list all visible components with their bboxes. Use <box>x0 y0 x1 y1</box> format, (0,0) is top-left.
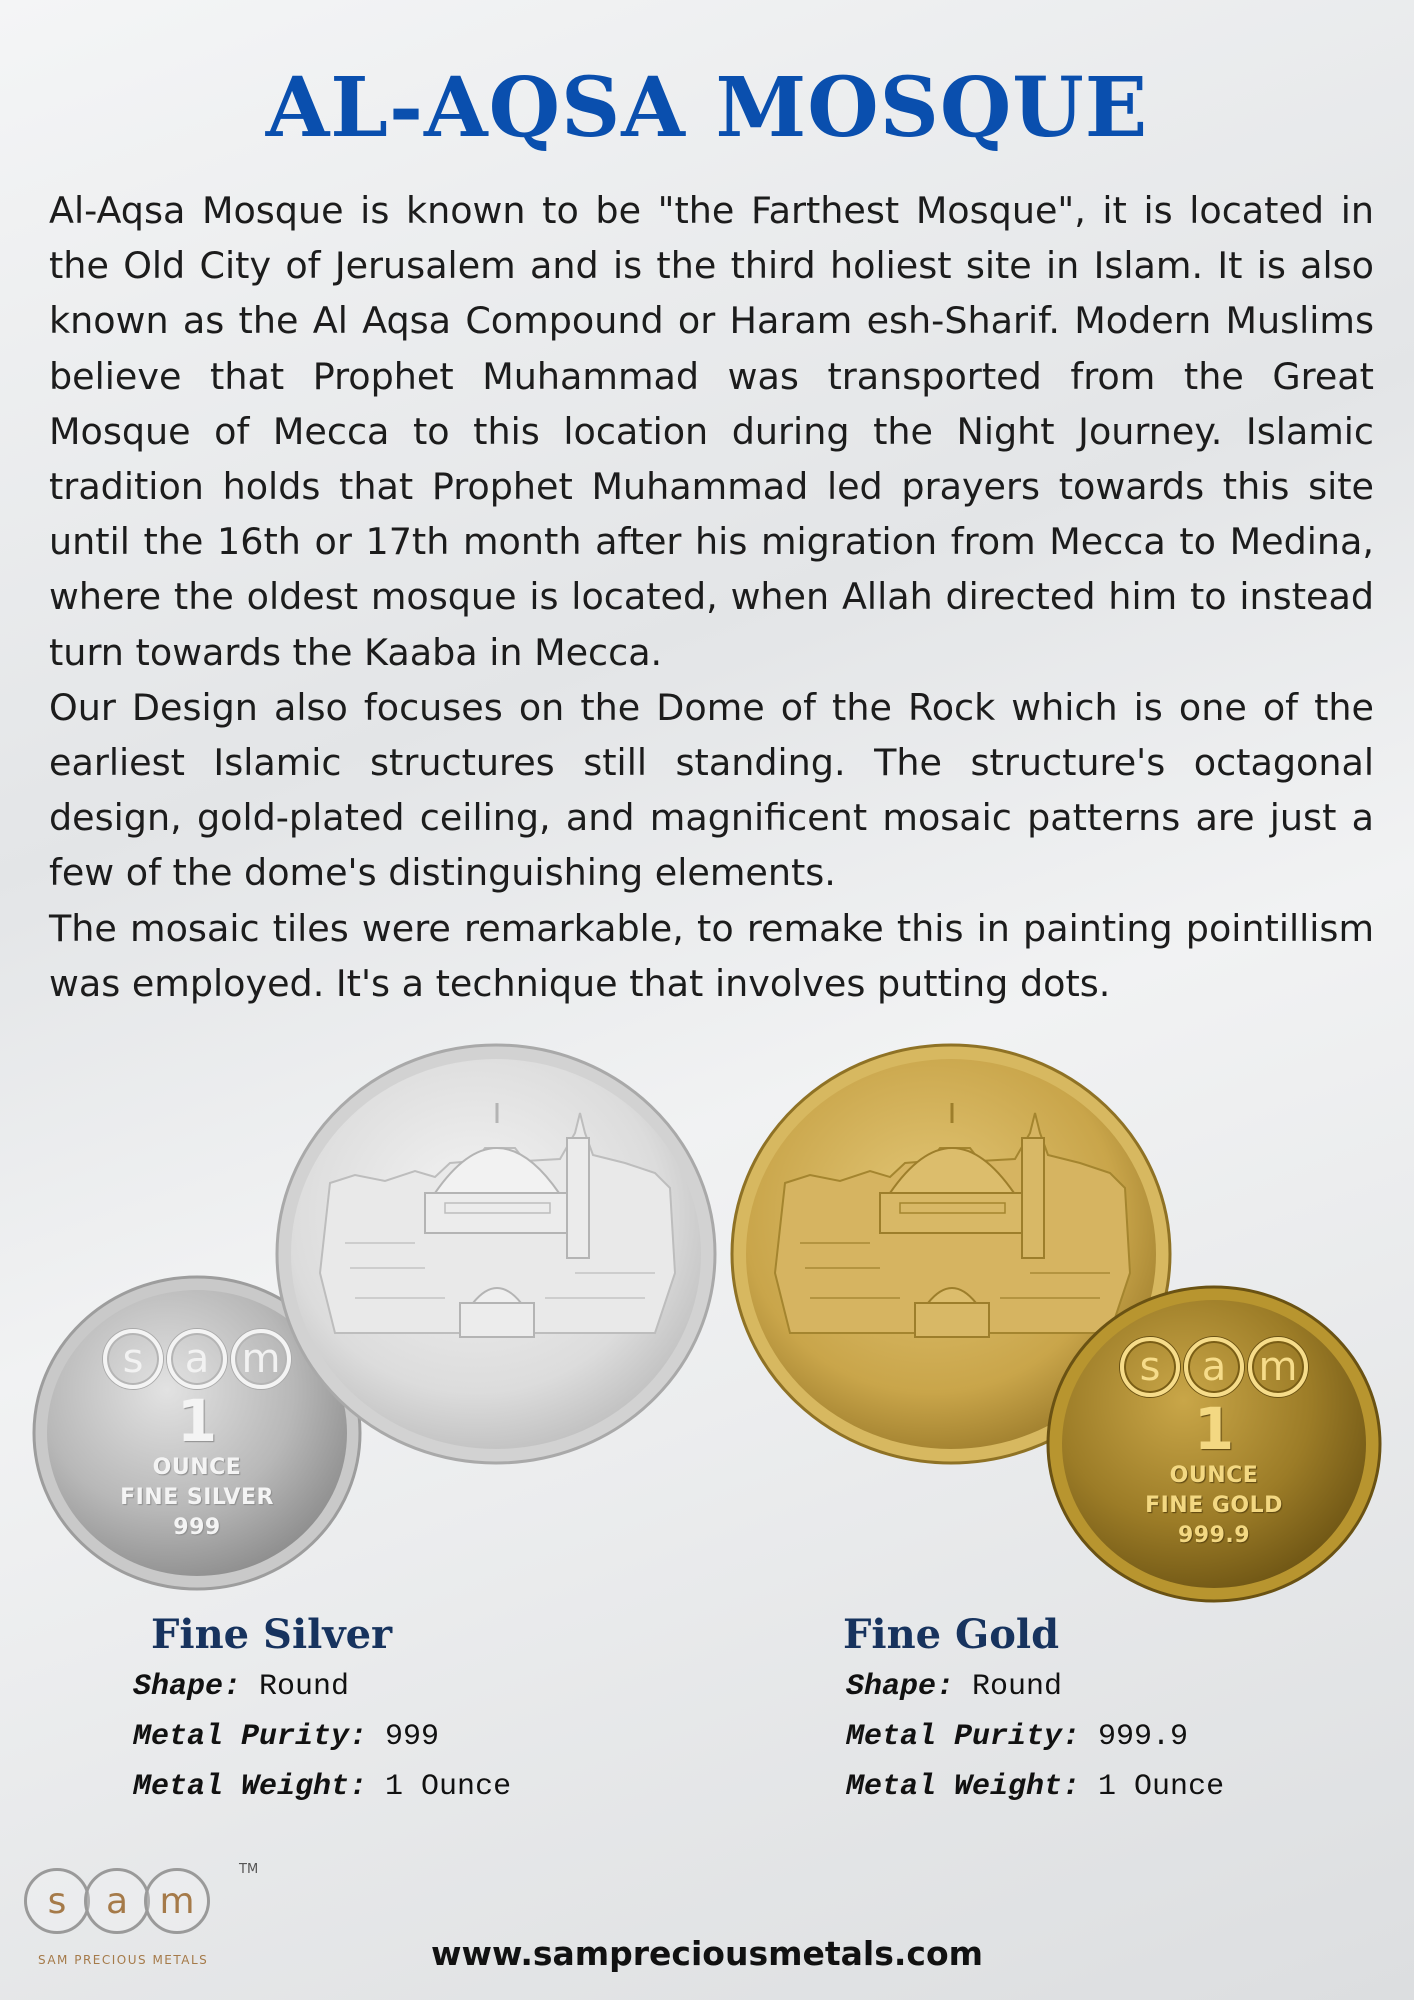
trademark-symbol: TM <box>239 1862 259 1877</box>
weight-label: Metal Weight: <box>133 1770 368 1804</box>
silver-specs <box>133 1610 511 1812</box>
page-title: AL-AQSA MOSQUE <box>265 60 1149 156</box>
logo-letter: s <box>103 1329 163 1389</box>
gold-purity-row <box>846 1712 1224 1762</box>
weight-value: 1 Ounce <box>1080 1770 1225 1804</box>
logo-letter: m <box>231 1329 291 1389</box>
logo-letter: m <box>1248 1337 1308 1397</box>
silver-coin-unit: OUNCE <box>152 1455 242 1480</box>
silver-shape-row <box>133 1662 511 1712</box>
silver-coin-metal: FINE SILVER <box>120 1485 274 1510</box>
shape-label: Shape: <box>846 1670 955 1704</box>
brand-letter: m <box>144 1868 210 1934</box>
gold-coin-weight-number: 1 <box>1193 1395 1235 1463</box>
gold-weight-row <box>846 1762 1224 1812</box>
weight-label: Metal Weight: <box>846 1770 1081 1804</box>
brand-letter: s <box>24 1868 90 1934</box>
shape-value: Round <box>241 1670 350 1704</box>
silver-coin-logo <box>103 1329 291 1389</box>
silver-purity-row <box>133 1712 511 1762</box>
gold-shape-row <box>846 1662 1224 1712</box>
shape-value: Round <box>954 1670 1063 1704</box>
silver-spec-title: Fine Silver <box>151 1611 393 1658</box>
logo-letter: a <box>1184 1337 1244 1397</box>
silver-coin-obverse <box>275 1043 717 1465</box>
purity-label: Metal Purity: <box>846 1720 1081 1754</box>
mosque-relief-silver <box>275 1043 717 1465</box>
shape-label: Shape: <box>133 1670 242 1704</box>
website-link[interactable]: www.sampreciousmetals.com <box>430 1934 984 1973</box>
brand-logo-rings <box>24 1868 204 1934</box>
gold-coin-metal: FINE GOLD <box>1145 1493 1283 1518</box>
gold-coin-unit: OUNCE <box>1169 1463 1259 1488</box>
silver-coin-weight-number: 1 <box>176 1387 218 1455</box>
logo-letter: s <box>1120 1337 1180 1397</box>
gold-spec-title: Fine Gold <box>843 1611 1060 1658</box>
paragraph-3: The mosaic tiles were remarkable, to remake this in painting pointillism was employed. It's a technique that involves putting dots. <box>49 906 1374 1005</box>
gold-coin-reverse <box>1046 1285 1382 1603</box>
silver-coin-purity: 999 <box>173 1515 221 1540</box>
gold-specs <box>843 1610 1225 1812</box>
purity-value: 999 <box>367 1720 440 1754</box>
weight-value: 1 Ounce <box>367 1770 512 1804</box>
logo-letter: a <box>167 1329 227 1389</box>
description-text <box>49 183 1374 1011</box>
gold-coin-purity: 999.9 <box>1177 1523 1251 1548</box>
brand-letter: a <box>84 1868 150 1934</box>
silver-weight-row <box>133 1762 511 1812</box>
paragraph-2: Our Design also focuses on the Dome of the Rock which is one of the earliest Islamic structures still standing. The structure's octagonal design, gold-plated ceiling, and magnificent mosaic patterns are just a few of the dome's distinguishing elements. <box>49 685 1374 895</box>
gold-coin-logo <box>1120 1337 1308 1397</box>
paragraph-1: Al-Aqsa Mosque is known to be "the Farthest Mosque", it is located in the Old City of Jerusalem and is the third holiest site in Islam. It is also known as the Al Aqsa Compound or Haram esh-Sharif. Modern Muslims believe that Prophet Muhammad was transported from the Great Mosque of Mecca to this location during the Night Journey. Islamic tradition holds that Prophet Muhammad led prayers towards this site until the 16th or 17th month after his migration from Mecca to Medina, where the oldest mosque is located, when Allah directed him to instead turn towards the Kaaba in Mecca. <box>49 189 1374 674</box>
purity-value: 999.9 <box>1080 1720 1189 1754</box>
brand-name: SAM PRECIOUS METALS <box>38 1953 209 1967</box>
purity-label: Metal Purity: <box>133 1720 368 1754</box>
